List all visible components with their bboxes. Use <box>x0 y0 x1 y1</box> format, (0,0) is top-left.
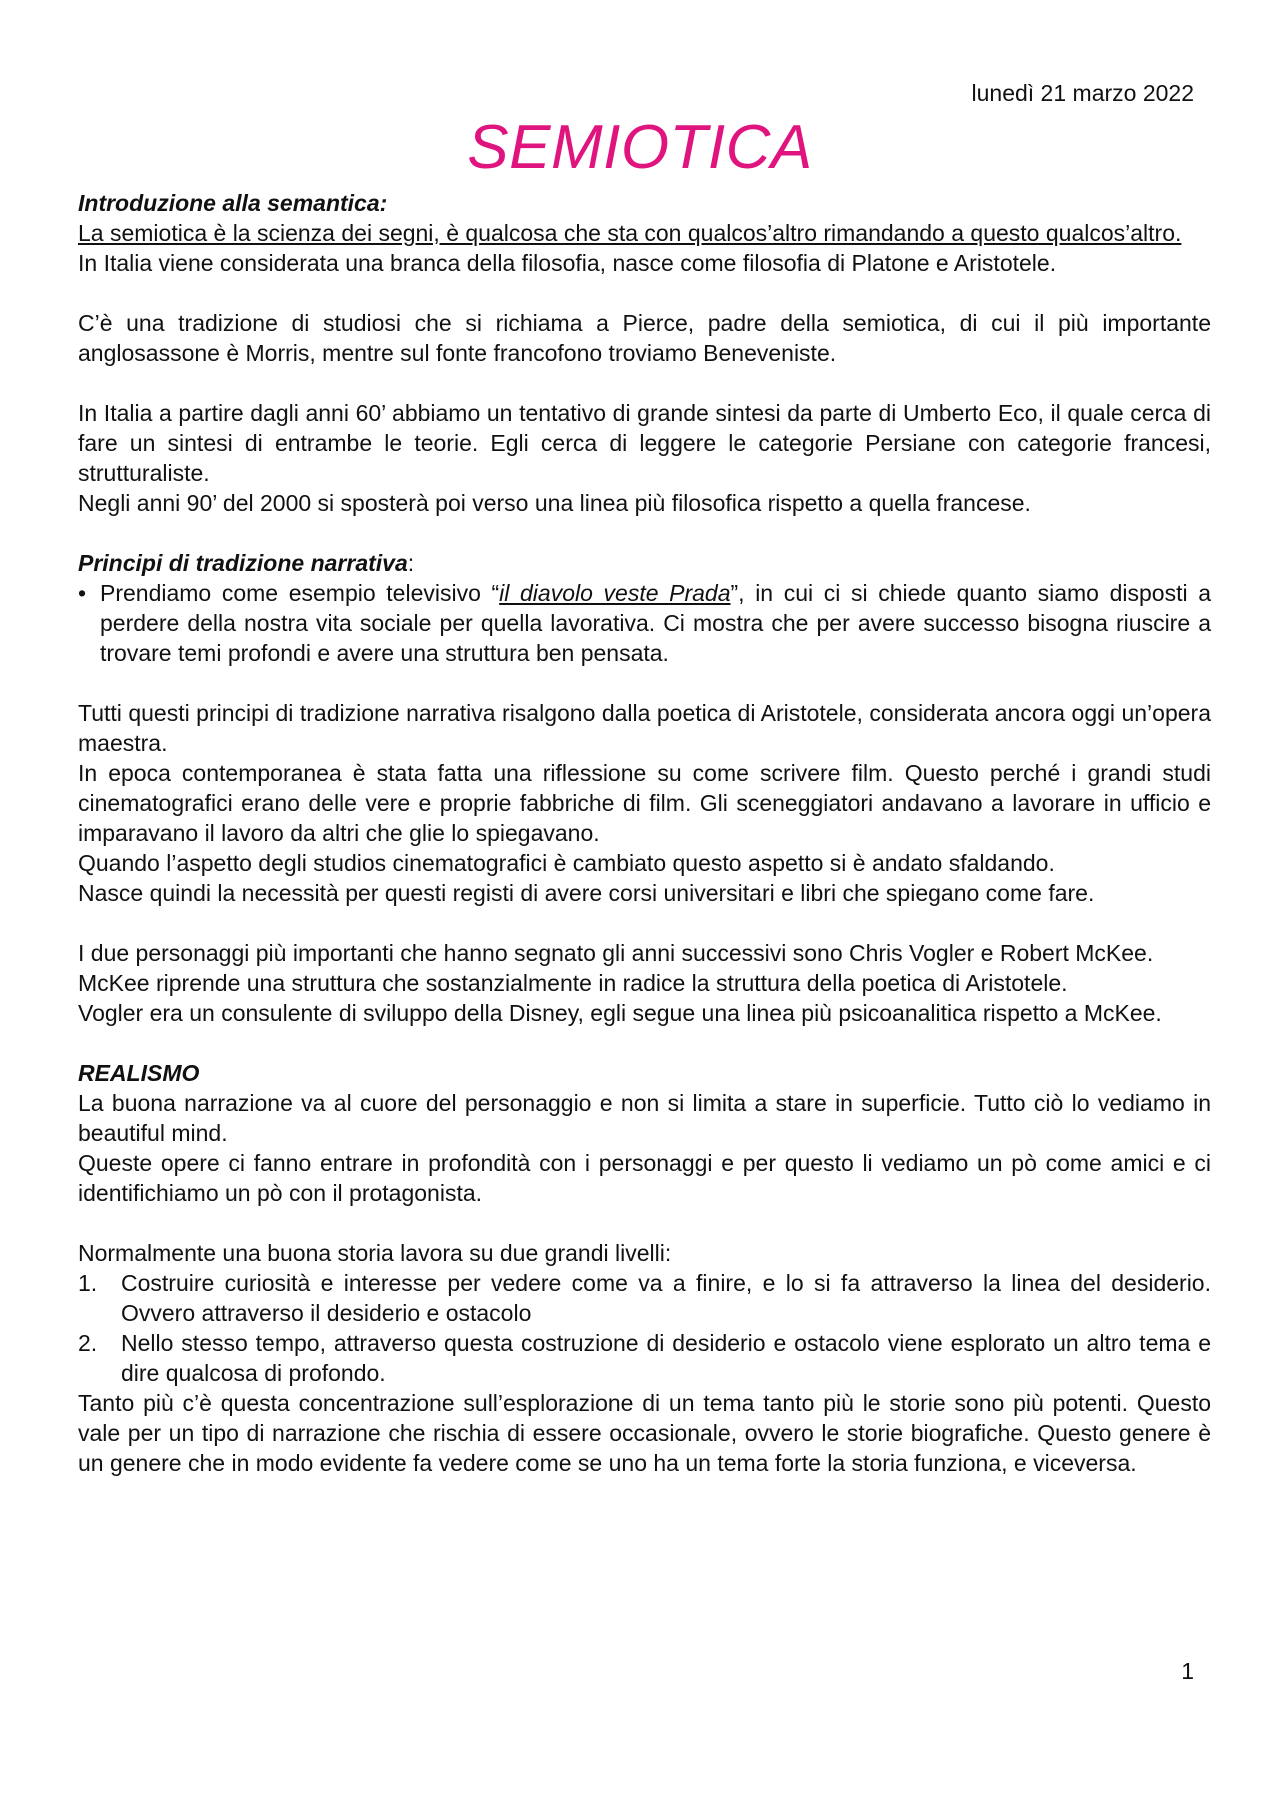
paragraph: La buona narrazione va al cuore del personaggio e non si limita a stare in superficie. Tutto ciò lo vediamo in beautiful mind. <box>78 1090 1211 1146</box>
paragraph: I due personaggi più importanti che hanno segnato gli anni successivi sono Chris Vogler e Robert McKee. <box>78 940 1154 966</box>
document-body <box>78 188 1211 1478</box>
list-item <box>78 1268 1211 1328</box>
section-heading-realism: REALISMO <box>78 1060 200 1086</box>
film-title: il diavolo veste Prada <box>499 580 731 606</box>
page-number: 1 <box>1181 1658 1194 1684</box>
bullet-list <box>78 578 1211 668</box>
paragraph: Tutti questi principi di tradizione narrativa risalgono dalla poetica di Aristotele, considerata ancora oggi un’opera maestra. <box>78 700 1211 756</box>
list-item-text: ”, in cui ci si chiede quanto siamo disposti a perdere della nostra vita sociale per quella lavorativa. Ci mostra che per avere successo bisogna riuscire a trovare temi profondi e avere una struttura ben pensata. <box>100 580 1211 666</box>
heading-colon: : <box>407 550 415 576</box>
bullet-marker: • <box>78 580 87 606</box>
paragraph: In Italia viene considerata una branca della filosofia, nasce come filosofia di Platone e Aristotele. <box>78 250 1057 276</box>
paragraph: Nasce quindi la necessità per questi registi di avere corsi universitari e libri che spiegano come fare. <box>78 880 1095 906</box>
paragraph: In Italia a partire dagli anni 60’ abbiamo un tentativo di grande sintesi da parte di Umberto Eco, il quale cerca di fare un sintesi di entrambe le teorie. Egli cerca di leggere le categorie Persiane con categorie francesi, strutturaliste. <box>78 400 1211 486</box>
paragraph: McKee riprende una struttura che sostanzialmente in radice la struttura della poetica di Aristotele. <box>78 970 1068 996</box>
list-item-text: Costruire curiosità e interesse per vedere come va a finire, e lo si fa attraverso la linea del desiderio. Ovvero attraverso il desiderio e ostacolo <box>121 1270 1211 1326</box>
numbered-list <box>78 1268 1211 1388</box>
list-number: 2. <box>78 1330 98 1356</box>
section-heading-intro: Introduzione alla semantica: <box>78 190 388 216</box>
paragraph: Normalmente una buona storia lavora su due grandi livelli: <box>78 1240 672 1266</box>
paragraph: C’è una tradizione di studiosi che si richiama a Pierce, padre della semiotica, di cui il più importante anglosassone è Morris, mentre sul fonte francofono troviamo Beneveniste. <box>78 310 1211 366</box>
date-label: lunedì 21 marzo 2022 <box>971 80 1194 106</box>
list-number: 1. <box>78 1270 98 1296</box>
paragraph: In epoca contemporanea è stata fatta una riflessione su come scrivere film. Questo perché i grandi studi cinematografici erano delle vere e proprie fabbriche di film. Gli sceneggiatori andavano a lavorare in ufficio e imparavano il lavoro da altri che glie lo spiegavano. <box>78 760 1211 846</box>
paragraph: Queste opere ci fanno entrare in profondità con i personaggi e per questo li vediamo un pò come amici e ci identifichiamo un pò con il protagonista. <box>78 1150 1211 1206</box>
list-item <box>78 1328 1211 1388</box>
list-item <box>78 578 1211 668</box>
section-heading-narrative <box>78 548 1211 578</box>
list-item-text: Prendiamo come esempio televisivo “ <box>100 580 500 606</box>
paragraph: Quando l’aspetto degli studios cinematografici è cambiato questo aspetto si è andato sfaldando. <box>78 850 1055 876</box>
definition-paragraph: La semiotica è la scienza dei segni, è qualcosa che sta con qualcos’altro rimandando a questo qualcos’altro. <box>78 220 1182 246</box>
paragraph: Vogler era un consulente di sviluppo della Disney, egli segue una linea più psicoanalitica rispetto a McKee. <box>78 1000 1162 1026</box>
paragraph: Negli anni 90’ del 2000 si sposterà poi verso una linea più filosofica rispetto a quella francese. <box>78 490 1031 516</box>
list-item-text: Nello stesso tempo, attraverso questa costruzione di desiderio e ostacolo viene esplorato un altro tema e dire qualcosa di profondo. <box>121 1330 1211 1386</box>
section-heading-narrative-text: Principi di tradizione narrativa <box>78 550 408 576</box>
page-title: SEMIOTICA <box>467 113 813 182</box>
paragraph: Tanto più c’è questa concentrazione sull’esplorazione di un tema tanto più le storie sono più potenti. Questo vale per un tipo di narrazione che rischia di essere occasionale, ovvero le storie biografiche. Questo genere è un genere che in modo evidente fa vedere come se uno ha un tema forte la storia funziona, e viceversa. <box>78 1390 1211 1476</box>
